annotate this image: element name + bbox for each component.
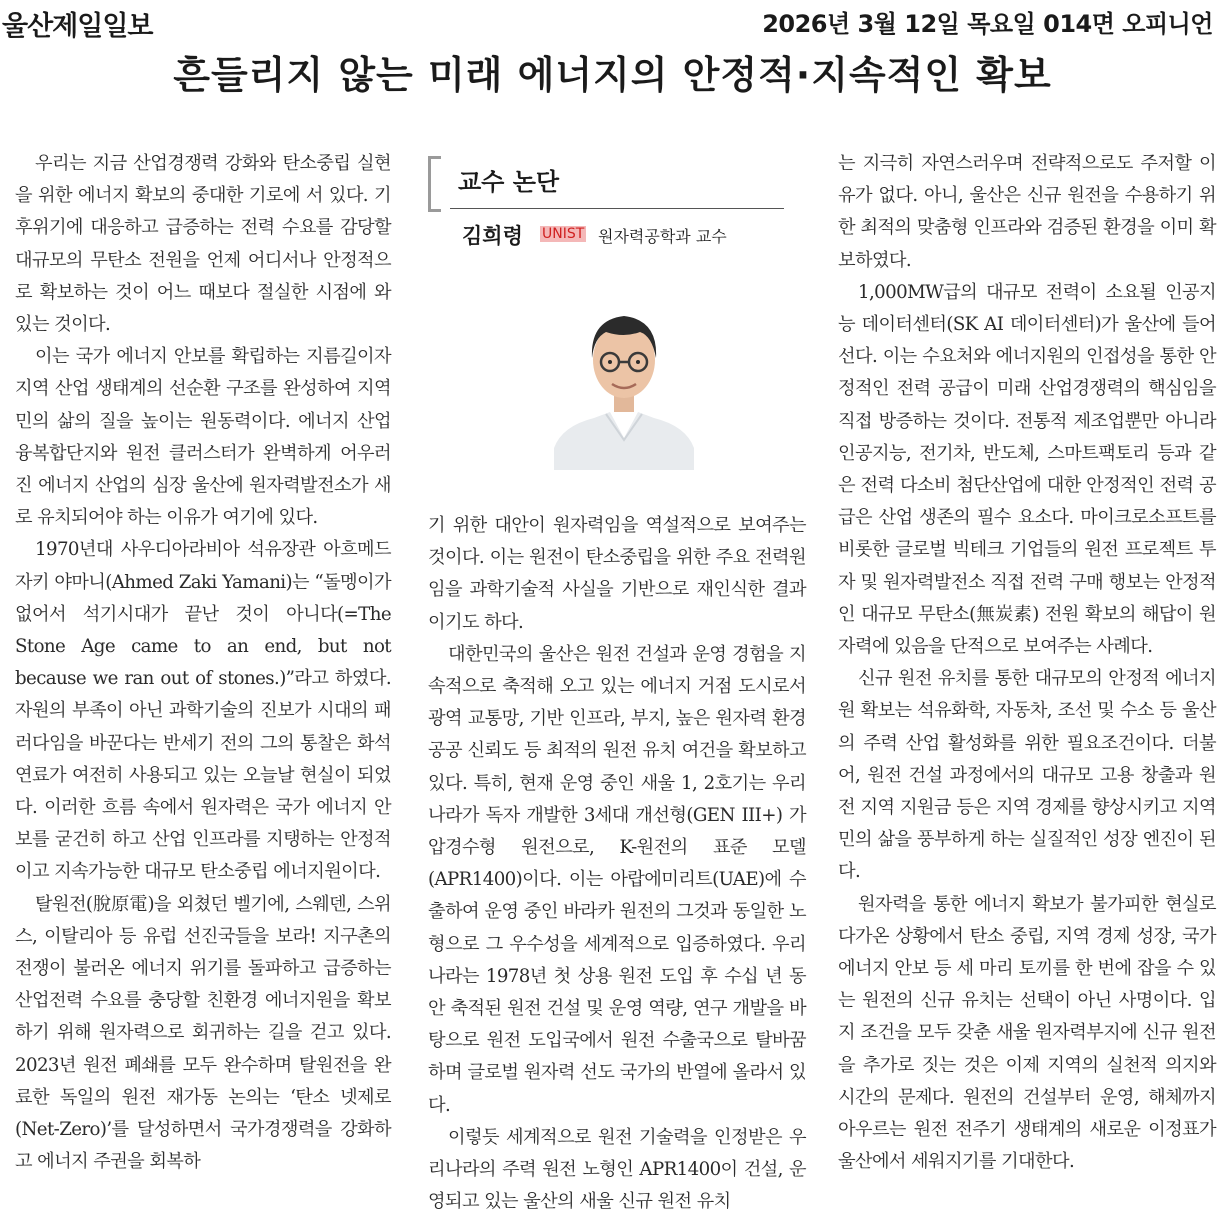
paragraph: 대한민국의 울산은 원전 건설과 운영 경험을 지속적으로 축적해 오고 있는 에너지 거점 도시로서 광역 교통망, 기반 인프라, 부지, 높은 원자력 환경 공공 신뢰도 등 최적의 원전 유치 여건을 확보하고 있다. 특히, 현재 운영 중인 새울 1, 2호기는 우리나라가 독자 개발한 3세대 개선형(GEN III+) 가압경수형 원전으로, K-원전의 표준 모델(APR1400)이다. 이는 아랍에미리트(UAE)에 수출하여 운영 중인 바라카 원전의 그것과 동일한 노형으로 그 우수성을 세계적으로 입증하였다. 우리나라는 1978년 첫 상용 원전 도입 후 수십 년 동안 축적된 원전 건설 및 운영 역량, 연구 개발을 바탕으로 원전 도입국에서 원전 수출국으로 탈바꿈하며 글로벌 원자력 선도 국가의 반열에 올라서 있다.: [428, 643, 806, 1116]
divider: [450, 208, 784, 209]
article-column-3: [838, 148, 1216, 1179]
author-title: 원자력공학과 교수: [598, 227, 727, 246]
bracket-decoration: [428, 156, 441, 212]
paragraph: 원자력을 통한 에너지 확보가 불가피한 현실로 다가온 상황에서 탄소 중립, 지역 경제 성장, 국가 에너지 안보 등 세 마리 토끼를 한 번에 잡을 수 있는 원전의 신규 유치는 선택이 아닌 사명이다. 입지 조건을 모두 갖춘 새울 원자력부지에 신규 원전을 추가로 짓는 것은 이제 지역의 실천적 의지와 시간의 문제다. 원전의 건설부터 운영, 해체까지 아우르는 원전 전주기 생태계의 새로운 이정표가 울산에서 세워지기를 기대한다.: [838, 893, 1216, 1173]
paragraph: 신규 원전 유치를 통한 대규모의 안정적 에너지원 확보는 석유화학, 자동차, 조선 및 수소 등 울산의 주력 산업 활성화를 위한 필요조건이다. 더불어, 원전 건설 과정에서의 대규모 고용 창출과 원전 지역 지원금 등은 지역 경제를 향상시키고 지역민의 삶을 풍부하게 하는 실질적인 성장 엔진이 된다.: [838, 668, 1216, 883]
paragraph: 탈원전(脫原電)을 외쳤던 벨기에, 스웨덴, 스위스, 이탈리아 등 유럽 선진국들을 보라! 지구촌의 전쟁이 불러온 에너지 위기를 돌파하고 급증하는 산업전력 수요를 충당할 친환경 에너지원을 확보하기 위해 원자력으로 회귀하는 길을 걷고 있다. 2023년 원전 폐쇄를 모두 완수하며 탈원전을 완료한 독일의 원전 재가동 논의는 ‘탄소 넷제로(Net-Zero)’를 달성하면서 국가경쟁력을 강화하고 에너지 주권을 회복하: [15, 893, 391, 1173]
issue-date-page: 2026년 3월 12일 목요일 014면 오피니언: [762, 10, 1213, 38]
paragraph: 기 위한 대안이 원자력임을 역설적으로 보여주는 것이다. 이는 원전이 탄소중립을 위한 주요 전력원임을 과학기술적 사실을 기반으로 재인식한 결과이기도 하다.: [428, 515, 806, 633]
paragraph: 이렇듯 세계적으로 원전 기술력을 인정받은 우리나라의 주력 원전 노형인 APR1400이 건설, 운영되고 있는 울산의 새울 신규 원전 유치: [428, 1126, 806, 1213]
newspaper-name: 울산제일일보: [2, 11, 153, 42]
article-column-1: [15, 148, 391, 1179]
paragraph: 이는 국가 에너지 안보를 확립하는 지름길이자 지역 산업 생태계의 선순환 구조를 완성하여 지역민의 삶의 질을 높이는 원동력이다. 에너지 산업 융복합단지와 원전 클러스터가 완벽하게 어우러진 에너지 산업의 심장 울산에 원자력발전소가 새로 유치되어야 하는 이유가 여기에 있다.: [15, 346, 391, 529]
paragraph: 1,000MW급의 대규모 전력이 소요될 인공지능 데이터센터(SK AI 데이터센터)가 울산에 들어선다. 이는 수요처와 에너지원의 인접성을 통한 안정적인 전력 공급이 미래 산업경쟁력의 핵심임을 직접 방증하는 것이다. 전통적 제조업뿐만 아니라 인공지능, 전기차, 반도체, 스마트팩토리 등과 같은 전력 다소비 첨단산업에 대한 안정적인 전력 공급은 산업 생존의 필수 요소다. 마이크로소프트를 비롯한 글로벌 빅테크 기업들의 원전 프로젝트 투자 및 원자력발전소 직접 전력 구매 행보는 안정적인 대규모 무탄소(無炭素) 전원 확보의 해답이 원자력에 있음을 단적으로 보여주는 사례다.: [838, 281, 1216, 658]
paragraph: 우리는 지금 산업경쟁력 강화와 탄소중립 실현을 위한 에너지 확보의 중대한 기로에 서 있다. 기후위기에 대응하고 급증하는 전력 수요를 감당할 대규모의 무탄소 전원을 언제 어디서나 안정적으로 확보하는 것이 어느 때보다 절실한 시점에 와 있는 것이다.: [15, 153, 391, 336]
author-name: 김희령: [462, 224, 523, 248]
section-label: 교수 논단: [458, 168, 560, 196]
author-portrait-icon: [554, 298, 694, 470]
author-org: UNIST: [542, 226, 585, 242]
article-column-2: [428, 510, 806, 1218]
paragraph: 는 지극히 자연스러우며 전략적으로도 주저할 이유가 없다. 아니, 울산은 신규 원전을 수용하기 위한 최적의 맞춤형 인프라와 검증된 환경을 이미 확보하였다.: [838, 153, 1216, 271]
paragraph: 1970년대 사우디아라비아 석유장관 아흐메드 자키 야마니(Ahmed Zaki Yamani)는 “돌멩이가 없어서 석기시대가 끝난 것이 아니다(=The Stone Age came to an end, but not because we ran out of stones.)”라고 하였다. 자원의 부족이 아닌 과학기술의 진보가 시대의 패러다임을 바꾼다는 반세기 전의 그의 통찰은 화석연료가 여전히 사용되고 있는 오늘날 현실이 되었다. 이러한 흐름 속에서 원자력은 국가 에너지 안보를 굳건히 하고 산업 인프라를 지탱하는 안정적이고 지속가능한 대규모 탄소중립 에너지원이다.: [15, 539, 391, 883]
article-headline: 흔들리지 않는 미래 에너지의 안정적·지속적인 확보: [173, 53, 1052, 97]
column-byline: [428, 150, 784, 260]
masthead: [0, 0, 1225, 44]
